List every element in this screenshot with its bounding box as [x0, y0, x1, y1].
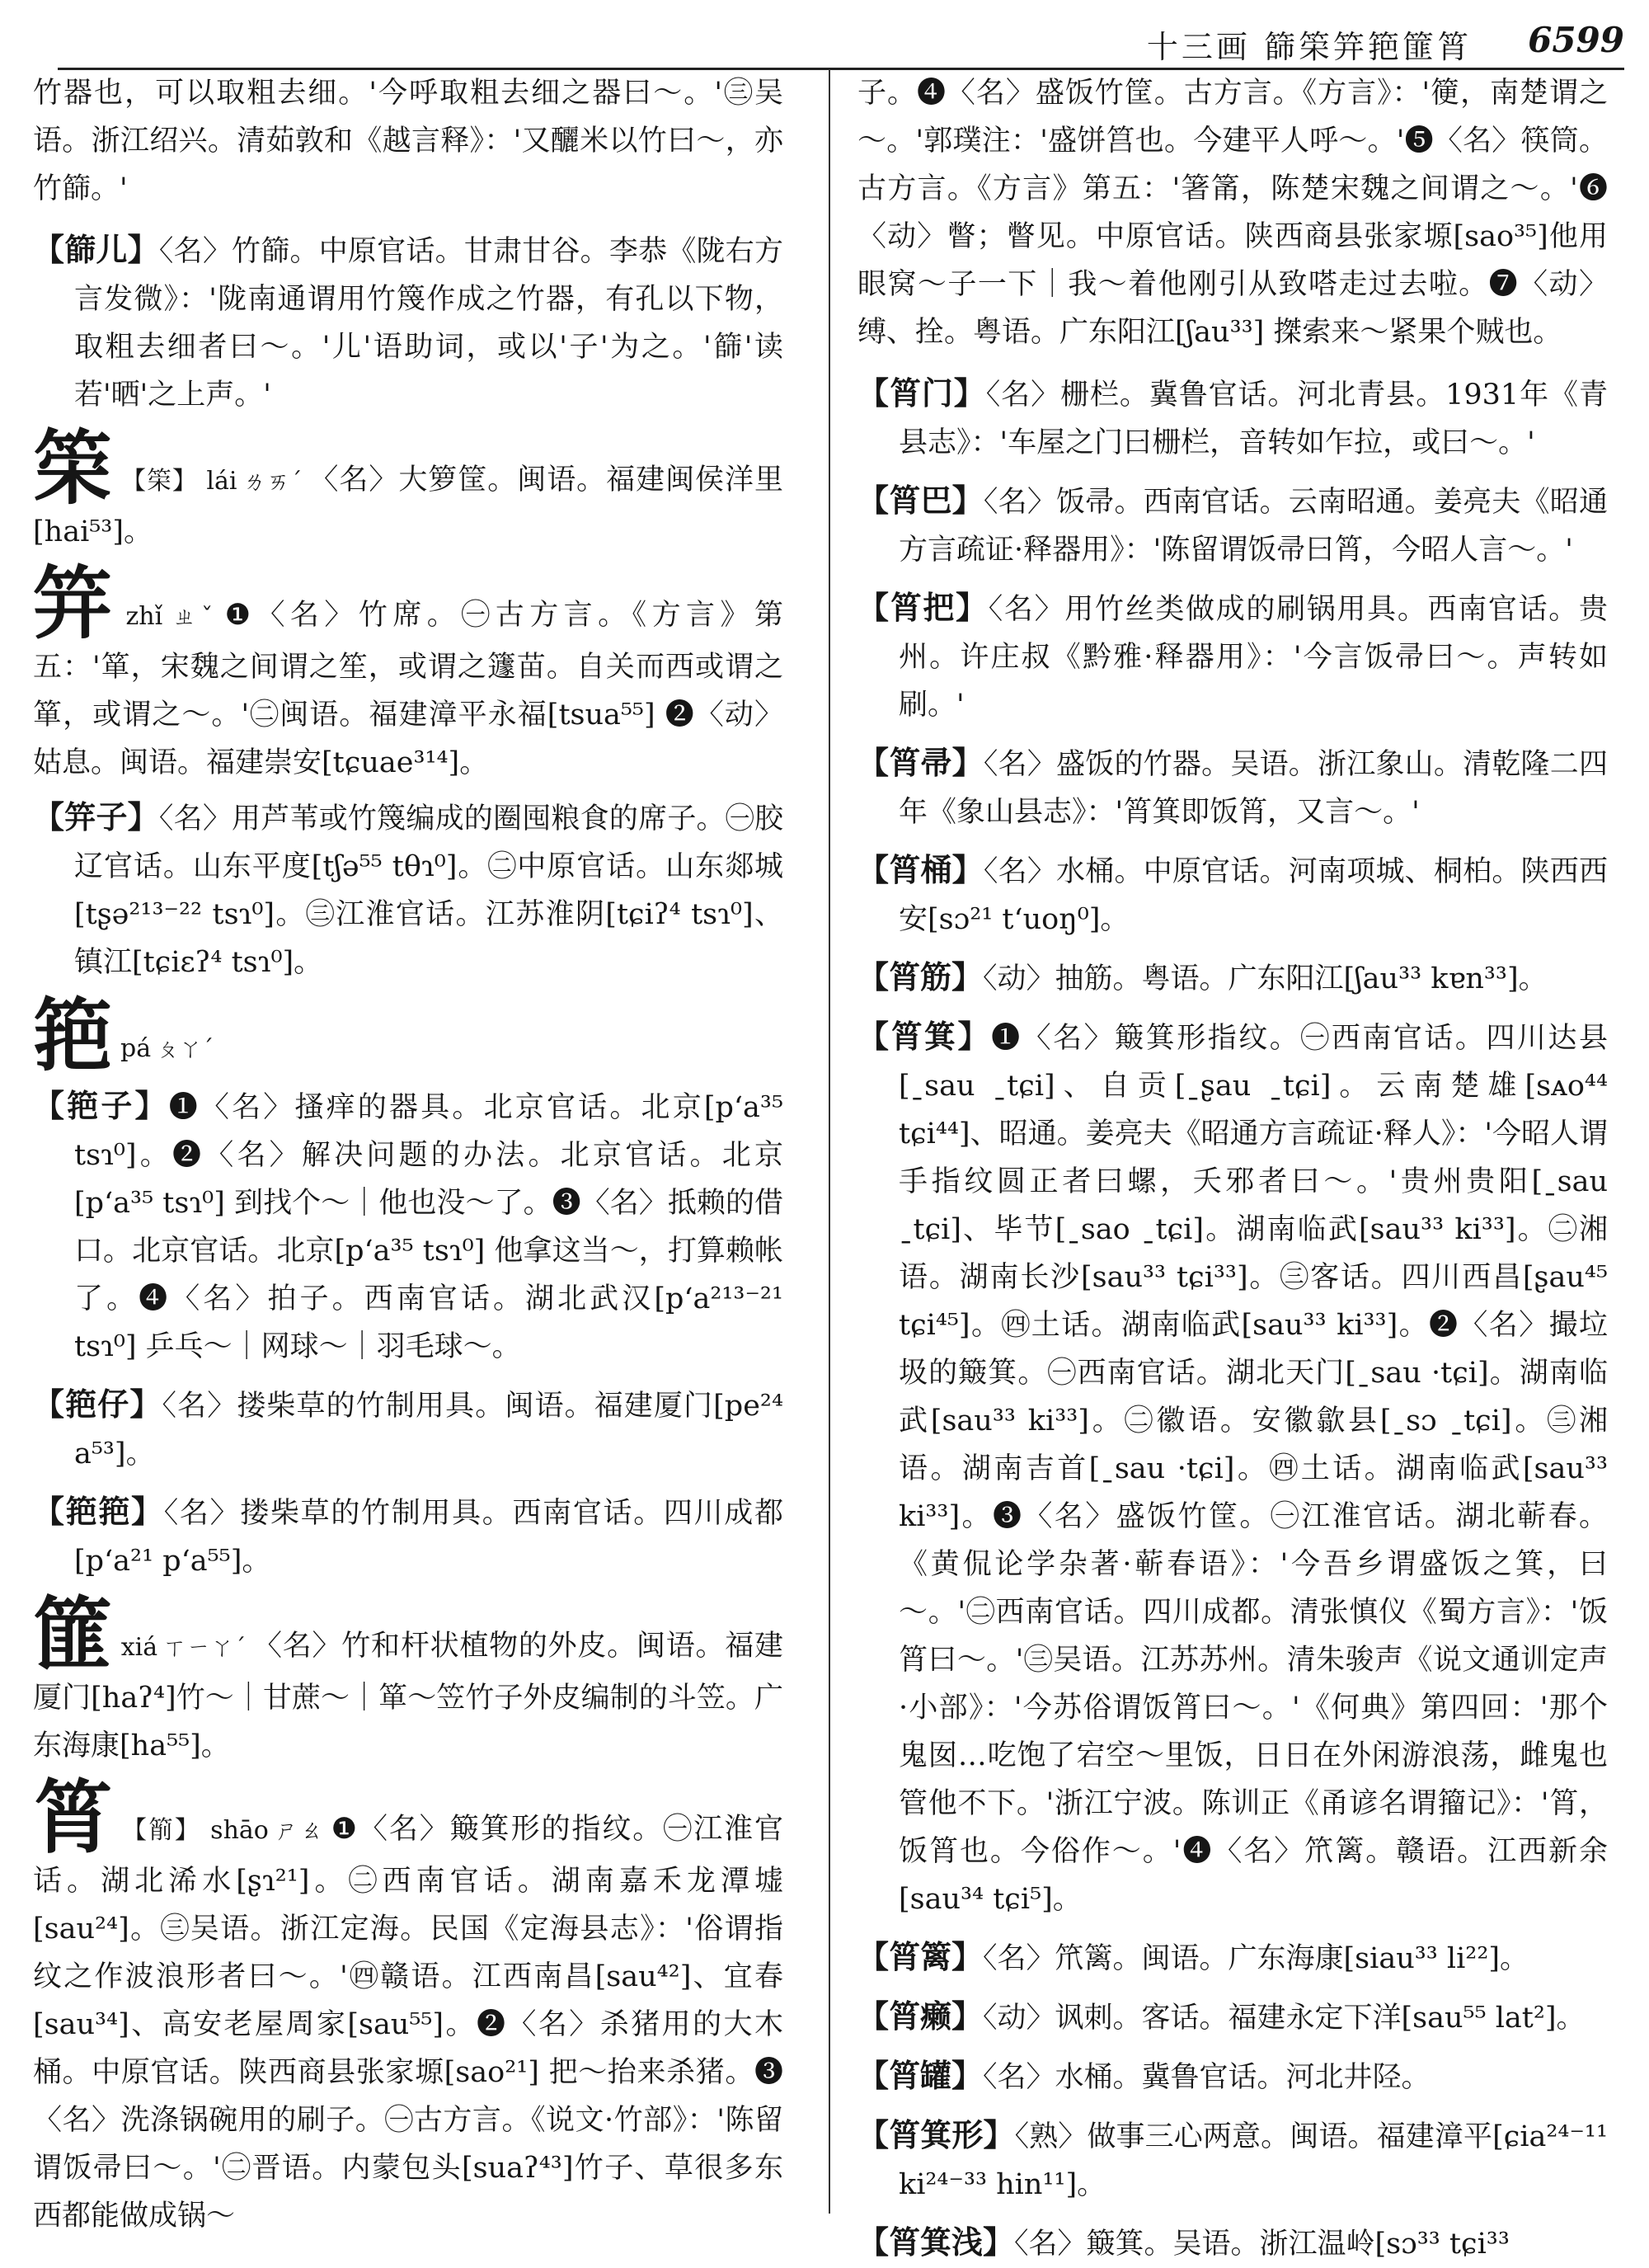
head-entry-pa — [33, 989, 783, 1082]
right-column — [857, 69, 1608, 2261]
page-header — [58, 10, 1624, 70]
entry-shaotong — [857, 846, 1608, 943]
head-character: 笄 — [33, 557, 118, 650]
entry-definition: 〈名〉水桶。中原官话。河南项城、桐柏。陕西西安[sɔ²¹ tʻuoŋ⁰]。 — [899, 855, 1608, 936]
entry-definition: 〈名〉搂柴草的竹制用具。西南官话。四川成都[pʻa²¹ pʻa⁵⁵]。 — [74, 1497, 783, 1578]
bopomofo: ㄓˇ — [167, 603, 218, 630]
head-entry-zhi — [33, 557, 783, 787]
column-divider — [829, 69, 830, 2214]
entry-shaoba-brush — [857, 584, 1608, 729]
entry-shaozhou — [857, 739, 1608, 836]
entry-definition: ❶〈名〉搔痒的器具。北京官话。北京[pʻa³⁵ tsɿ⁰]。❷〈名〉解决问题的办法。北京官话。北京[pʻa³⁵ tsɿ⁰] 到找个～｜他也没～了。❸〈名〉抵赖的借口。北京官话。北京[pʻa³⁵ tsɿ⁰] 他拿这当～，打算赖帐了。❹〈名〉拍子。西南官话。湖北武汉[pʻa²¹³⁻²¹ tsɿ⁰] 乒乓～｜网球～｜羽毛球～。 — [74, 1091, 783, 1363]
head-entry-xia — [33, 1588, 783, 1770]
head-entry-shao — [33, 1771, 783, 2240]
entry-shaojin — [857, 953, 1608, 1003]
entry-pazai — [33, 1381, 783, 1478]
pinyin: 【箾】 shāo — [121, 1816, 269, 1845]
entry-definition: 〈动〉抽筋。粤语。广东阳江[ʃau³³ kɐn³³]。 — [983, 962, 1548, 995]
entry-definition: 〈名〉簸箕。吴语。浙江温岭[sɔ³³ tɕi³³ — [1014, 2228, 1510, 2261]
left-column — [33, 69, 783, 2233]
entry-definition: ❶〈名〉簸箕形的指纹。㊀江淮官话。湖北浠水[ʂɿ²¹]。㊁西南官话。湖南嘉禾龙潭墟[sau²⁴]。㊂吴语。浙江定海。民国《定海县志》：'俗谓指纹之作波浪形者曰～。'㊃赣语。江西南昌[sau⁴²]、宜春[sau³⁴]、高安老屋周家[sau⁵⁵]。❷〈名〉杀猪用的大木桶。中原官话。陕西商县张家塬[sao²¹] 把～抬来杀猪。❸〈名〉洗涤锅碗用的刷子。㊀古方言。《说文·竹部》：'陈留谓饭帚曰～。'㊁晋语。内蒙包头[suaʔ⁴³]竹子、草很多东西都能做成锅～ — [33, 1813, 783, 2233]
head-character: 篚 — [33, 1588, 113, 1681]
entry-lemma: 【筲把】 — [857, 589, 989, 626]
entry-lemma: 【筲巴】 — [857, 482, 984, 519]
entry-lemma: 【筲箕】 — [857, 1018, 992, 1055]
entry-lemma: 【筲箕形】 — [857, 2116, 1015, 2153]
entry-definition: 〈名〉笊篱。闽语。广东海康[siau³³ li²²]。 — [983, 1942, 1529, 1975]
entry-lemma: 【筲罐】 — [857, 2057, 984, 2094]
bopomofo: ㄆㄚˊ — [156, 1035, 214, 1062]
bopomofo: ㄒㄧㄚˊ — [162, 1634, 247, 1661]
entry-shaier — [33, 226, 783, 419]
entry-lemma: 【笄子】 — [33, 798, 159, 835]
entry-papa — [33, 1488, 783, 1585]
entry-definition: 〈动〉讽刺。客话。福建永定下洋[sau⁵⁵ lat²]。 — [983, 2002, 1586, 2035]
entry-definition: 〈名〉竹和杆状植物的外皮。闽语。福建厦门[haʔ⁴]竹～｜甘蔗～｜箪～笠竹子外皮编制的斗笠。广东海康[ha⁵⁵]。 — [33, 1630, 783, 1762]
entry-shaoji — [857, 1013, 1608, 1923]
entry-lemma: 【筲癞】 — [857, 1997, 984, 2035]
entry-shaoguan — [857, 2052, 1608, 2101]
entry-definition: 〈名〉用竹丝类做成的刷锅用具。西南官话。贵州。许庄叔《黔雅·释器用》：'今言饭帚曰～。声转如刷。' — [899, 593, 1608, 722]
head-character: 筞 — [33, 421, 113, 515]
entry-shaojixing — [857, 2111, 1608, 2209]
continuation-text: 竹器也，可以取粗去细。'今呼取粗去细之器曰～。'㊂吴语。浙江绍兴。清茹敦和《越言释》：'又釃米以竹曰～，亦竹篩。' — [33, 77, 783, 205]
entry-zhizi — [33, 793, 783, 986]
page-number: 6599 — [1528, 20, 1624, 60]
entry-definition: ❶〈名〉竹席。㊀古方言。《方言》第五：'箪，宋魏之间谓之笙，或谓之籧苗。自关而西或谓之箪，或谓之～。'㊁闽语。福建漳平永福[tsua⁵⁵] ❷〈动〉姑息。闽语。福建崇安[tɕuae³¹⁴]。 — [33, 599, 783, 779]
pinyin: pá — [120, 1034, 152, 1063]
entry-lemma: 【筲筋】 — [857, 958, 984, 995]
entry-definition: 〈名〉栅栏。冀鲁官话。河北青县。1931年《青县志》：'车屋之门曰栅栏，音转如乍拉，或曰～。' — [899, 379, 1608, 459]
entry-lemma: 【筢子】 — [33, 1087, 169, 1124]
entry-definition: 〈名〉饭帚。西南官话。云南昭通。姜亮夫《昭通方言疏证·释器用》：'陈留谓饭帚曰筲，今昭人言～。' — [899, 486, 1608, 567]
entry-lemma: 【筢筢】 — [33, 1493, 164, 1530]
head-character: 筢 — [33, 989, 112, 1082]
entry-definition: ❶〈名〉簸箕形指纹。㊀西南官话。四川达县[ˍsau ˍtɕi]、自贡[ˍʂau ˍtɕi]。云南楚雄[sᴀo⁴⁴ tɕi⁴⁴]、昭通。姜亮夫《昭通方言疏证·释人》：'今昭人谓手指纹圆正者曰螺，夭邪者曰～。'贵州贵阳[ˍsau ˍtɕi]、毕节[ˍsao ˍtɕi]。湖南临武[sau³³ ki³³]。㊁湘语。湖南长沙[sau³³ tɕi³³]。㊂客话。四川西昌[ʂau⁴⁵ tɕi⁴⁵]。㊃土话。湖南临武[sau³³ ki³³]。❷〈名〉撮垃圾的簸箕。㊀西南官话。湖北天门[ˍsau ·tɕi]。湖南临武[sau³³ ki³³]。㊁徽语。安徽歙县[ˍsɔ ˍtɕi]。㊂湘语。湖南吉首[ˍsau ·tɕi]。㊃土话。湖南临武[sau³³ ki³³]。❸〈名〉盛饭竹筐。㊀江淮官话。湖北蕲春。《黄侃论学杂著·蕲春语》：'今吾乡谓盛饭之箕，曰～。'㊁西南官话。四川成都。清张慎仪《蜀方言》：'饭筲曰～。'㊂吴语。江苏苏州。清朱骏声《说文通训定声·小部》：'今苏俗谓饭筲曰～。'《何典》第四回：'那个鬼囡…吃饱了宕空～里饭，日日在外闲游浪荡，雌鬼也管他不下。'浙江宁波。陈训正《甬谚名谓籀记》：'筲，饭筲也。今俗作～。'❹〈名〉笊篱。赣语。江西新余[sau³⁴ tɕi⁵]。 — [899, 1022, 1608, 1916]
entry-shaojiqian — [857, 2219, 1608, 2268]
entry-lemma: 【筲帚】 — [857, 744, 984, 781]
entry-lemma: 【筲箕浅】 — [857, 2223, 1015, 2261]
entry-lemma: 【筢仔】 — [33, 1386, 162, 1423]
pinyin: 【筞】 lái — [120, 467, 237, 496]
entry-lemma: 【篩儿】 — [33, 231, 159, 268]
entry-lemma: 【筲桶】 — [857, 851, 984, 888]
entry-definition: 〈名〉大箩筐。闽语。福建闽侯洋里[hai⁵³]。 — [33, 463, 783, 548]
pinyin: xiá — [120, 1633, 158, 1662]
entry-definition: 〈名〉水桶。冀鲁官话。河北井陉。 — [983, 2061, 1431, 2094]
entry-definition: 〈名〉盛饭的竹器。吴语。浙江象山。清乾隆二四年《象山县志》：'筲箕即饭筲，又言～。' — [899, 748, 1608, 829]
entry-shaoba — [857, 477, 1608, 574]
pinyin: zhǐ — [125, 602, 163, 631]
bopomofo: ㄕㄠ — [273, 1817, 325, 1844]
entry-definition: 〈名〉搂柴草的竹制用具。闽语。福建厦门[pe²⁴ a⁵³]。 — [74, 1390, 783, 1470]
entry-definition: 〈名〉用芦苇或竹篾编成的圈囤粮食的席子。㊀胶辽官话。山东平度[tʃə⁵⁵ tθɿ⁰]。㊁中原官话。山东郯城[tʂə²¹³⁻²² tsɿ⁰]。㊂江淮官话。江苏淮阴[tɕiʔ⁴ tsɿ⁰]、镇江[tɕiɛʔ⁴ tsɿ⁰]。 — [74, 802, 783, 979]
continuation-text: 子。❹〈名〉盛饭竹筐。古方言。《方言》：'箯，南楚谓之～。'郭璞注：'盛饼筥也。今建平人呼～。'❺〈名〉筷筒。古方言。《方言》第五：'箸筩，陈楚宋魏之间谓之～。'❻〈动〉瞥；瞥见。中原官话。陕西商县张家塬[sao³⁵]他用眼窝～子一下｜我～着他刚引从致嗒走过去啦。❼〈动〉缚、拴。粤语。广东阳江[ʃau³³] 搩索来～紧果个贼也。 — [857, 77, 1608, 349]
head-entry-lai — [33, 421, 783, 556]
head-character: 筲 — [33, 1771, 114, 1864]
entry-shaolai — [857, 1993, 1608, 2042]
entry-definition: 〈名〉竹篩。中原官话。甘肃甘谷。李恭《陇右方言发微》：'陇南通谓用竹篾作成之竹器，有孔以下物，取粗去细者曰～。'儿'语助词，或以'子'为之。'篩'读若'晒'之上声。' — [74, 235, 783, 412]
entry-pazi — [33, 1082, 783, 1371]
entry-shaomen — [857, 369, 1608, 467]
bopomofo: ㄌㄞˊ — [242, 468, 303, 495]
entry-shaoli — [857, 1933, 1608, 1983]
entry-lemma: 【筲篱】 — [857, 1938, 984, 1975]
entry-definition: 〈熟〉做事三心两意。闽语。福建漳平[ɕia²⁴⁻¹¹ ki²⁴⁻³³ hin¹¹]。 — [899, 2120, 1608, 2201]
section-title: 十三画 篩筞笄筢篚筲 — [1146, 29, 1472, 65]
entry-lemma: 【筲门】 — [857, 374, 986, 412]
